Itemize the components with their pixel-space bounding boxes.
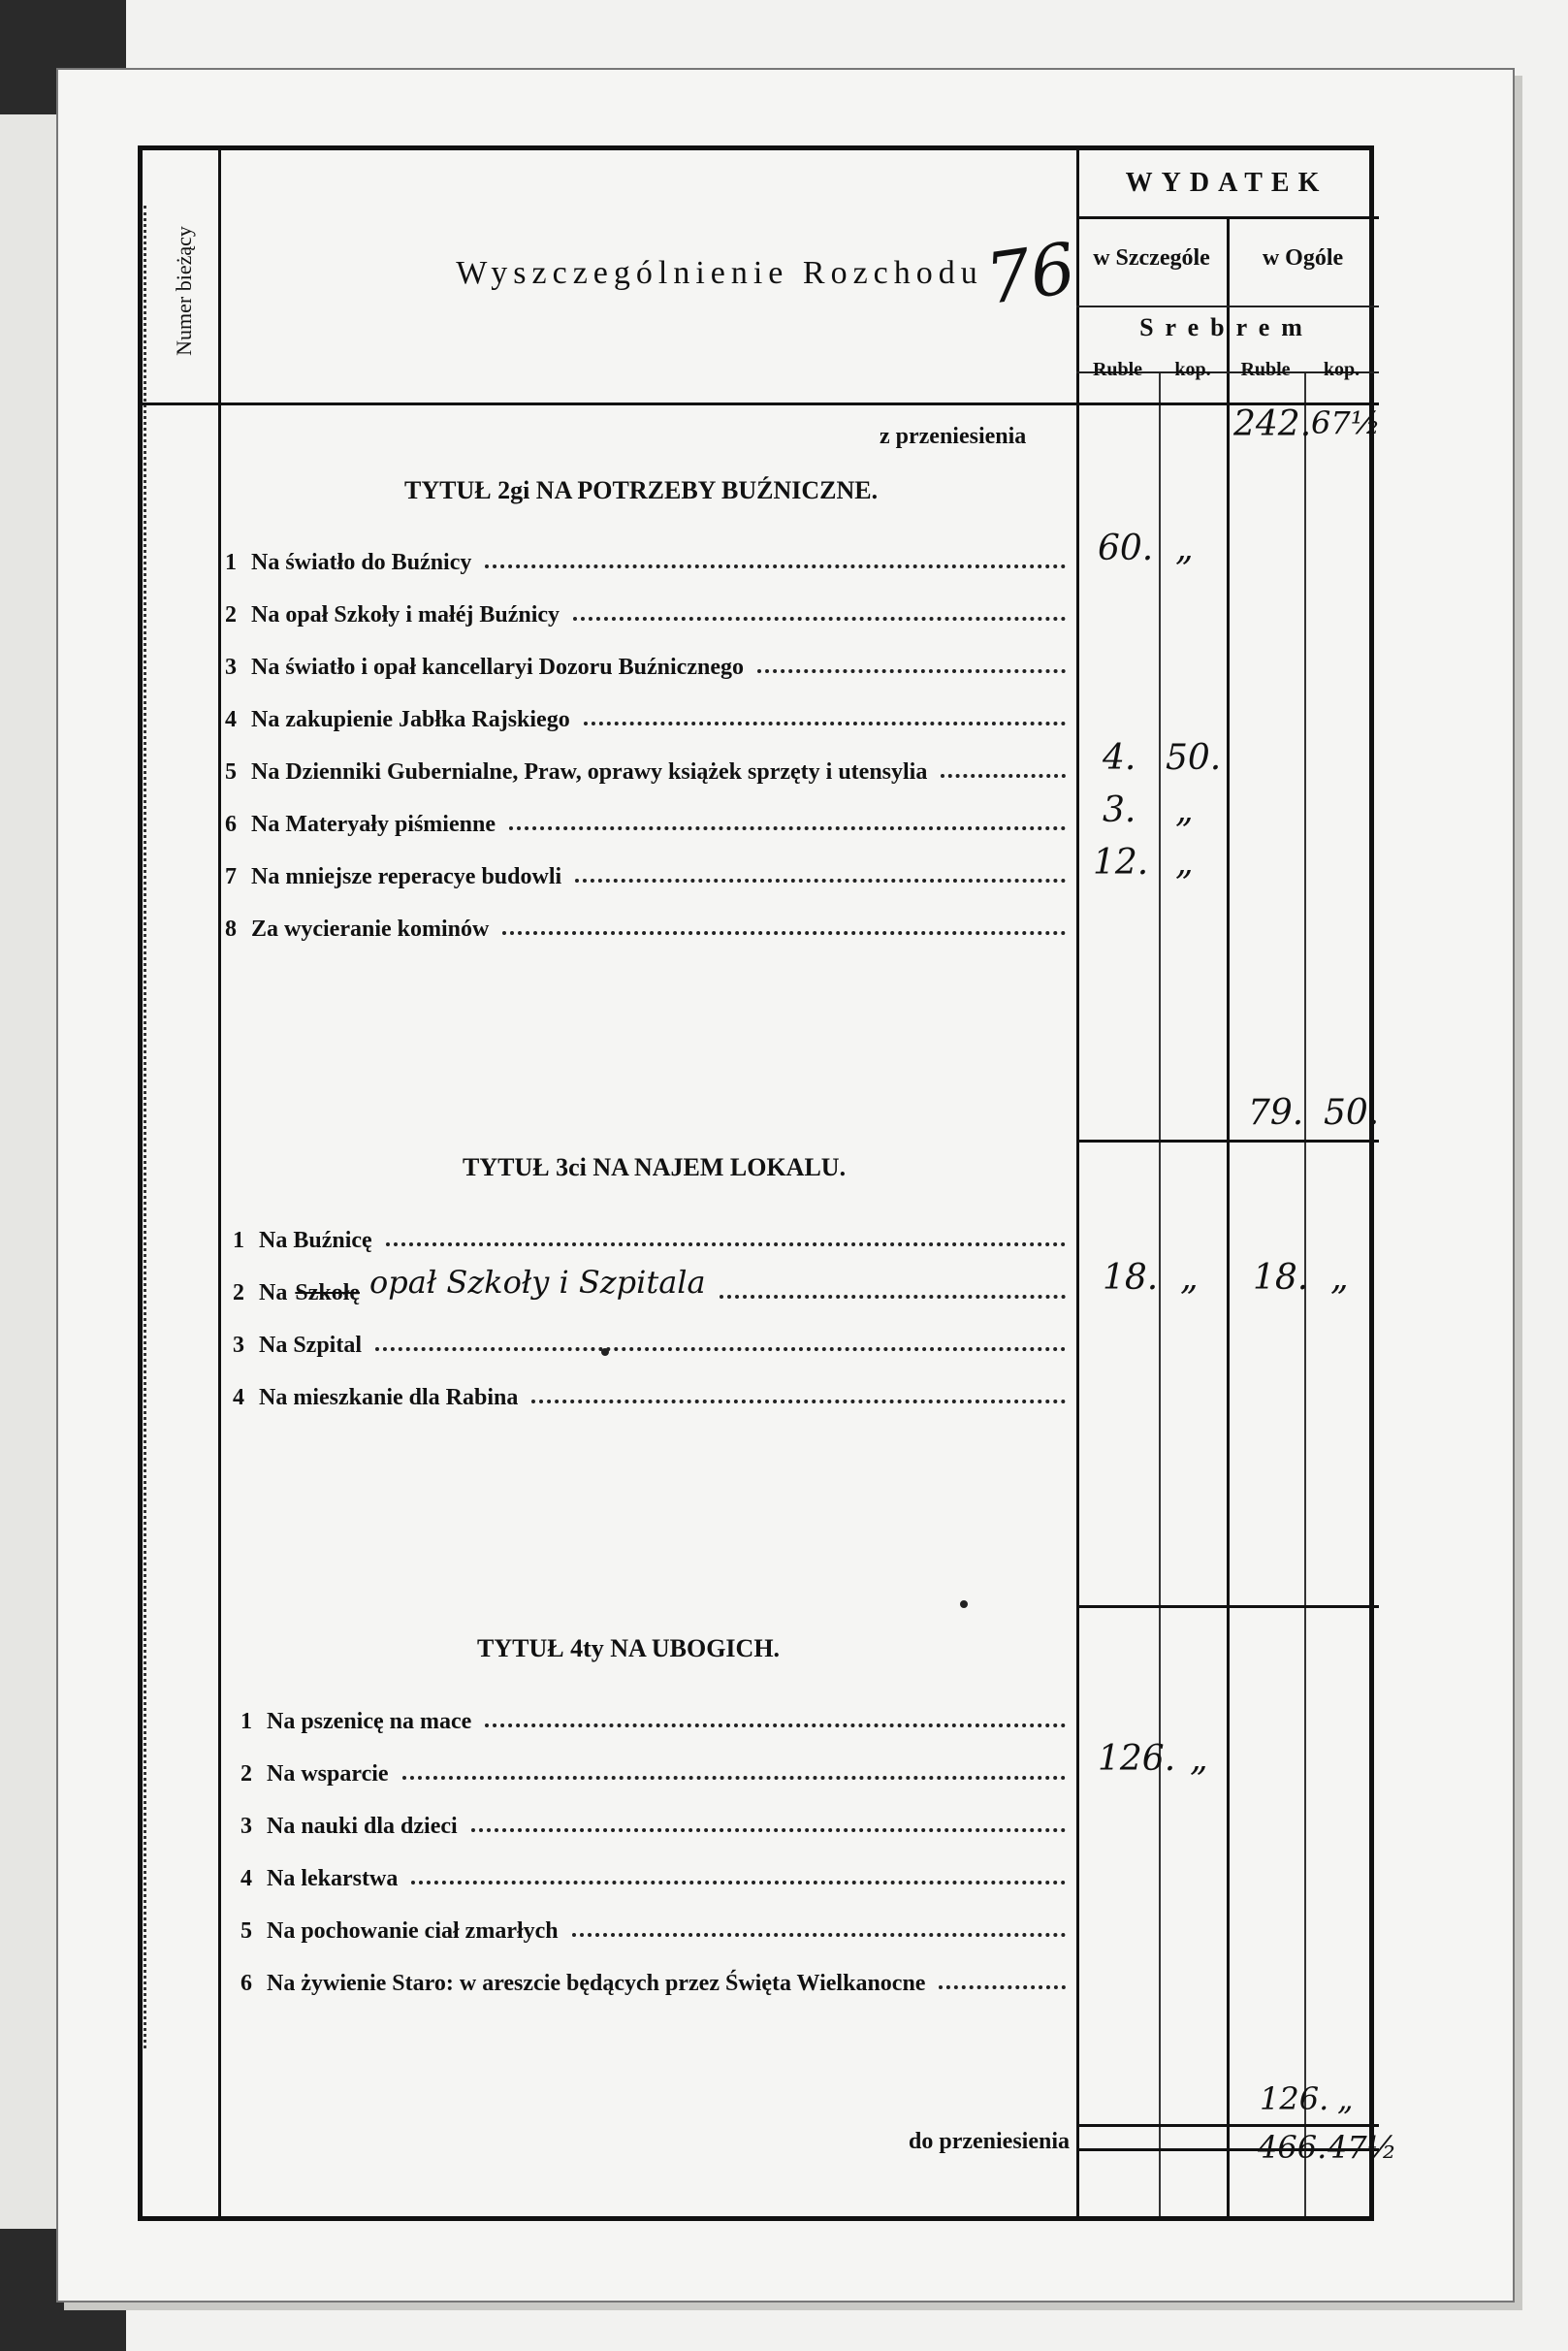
- total-header: w Ogóle: [1262, 245, 1344, 271]
- detail-header: w Szczególe: [1093, 245, 1210, 271]
- amount-kop: „: [1175, 843, 1194, 883]
- amount-rub: 12.: [1093, 843, 1149, 883]
- list-item: 4 Na mieszkanie dla Rabina: [259, 1369, 1075, 1411]
- section-2-total-line: [1076, 1140, 1379, 1143]
- carry-in-total-kop: 67½: [1311, 404, 1381, 441]
- amount-kop: „: [1190, 1739, 1208, 1779]
- header-bottom-line: [143, 403, 1379, 405]
- section-4-total-line: [1076, 2124, 1379, 2127]
- header-line-wydatek: [1076, 216, 1379, 219]
- col-divider-number: [218, 150, 221, 2216]
- amount-kop: „: [1175, 790, 1194, 830]
- list-item: 1 Na pszenicę na mace: [267, 1692, 1075, 1735]
- ink-speck: [601, 1348, 609, 1356]
- col-divider-detail-total: [1227, 216, 1230, 2216]
- handwritten-correction: opał Szkoły i Szpitala: [369, 1264, 706, 1301]
- list-item: 2 Na opał Szkoły i małéj Buźnicy: [251, 586, 1075, 628]
- list-item: 7 Na mniejsze reperacye budowli: [251, 848, 1075, 890]
- col-divider-detail-kop: [1159, 371, 1161, 2216]
- section-total-rub: 18.: [1253, 1258, 1309, 1298]
- amount-kop: „: [1180, 1258, 1199, 1298]
- total-kop-header: kop.: [1323, 359, 1360, 380]
- total-rubles-header: Ruble: [1240, 359, 1291, 380]
- expense-header: WYDATEK: [1125, 168, 1328, 198]
- amount-rub: 60.: [1098, 529, 1154, 568]
- list-item: 8 Za wycieranie kominów: [251, 900, 1075, 943]
- header-line-sub: [1076, 306, 1379, 307]
- section-total-rub: 126.: [1260, 2080, 1329, 2117]
- detail-kop-header: kop.: [1174, 359, 1211, 380]
- list-item: 6 Na żywienie Staro: w areszcie będących przez Święta Wielkanocne: [267, 1954, 1075, 1997]
- amount-kop: 50.: [1166, 738, 1222, 778]
- page-number-handwritten: 76: [980, 227, 1081, 320]
- page-title: Wyszczególnienie Rozchodu: [456, 255, 983, 291]
- amount-rub: 126.: [1098, 1739, 1176, 1779]
- amount-kop: „: [1175, 529, 1194, 568]
- number-column-header: Numer bieżący: [172, 226, 197, 356]
- carry-out-total-rub: 466.: [1258, 2129, 1328, 2166]
- carry-in-label: z przeniesienia: [880, 424, 1027, 449]
- list-item: 3 Na nauki dla dzieci: [267, 1797, 1075, 1840]
- carry-out-total-kop: 47½: [1328, 2129, 1397, 2166]
- list-item: 4 Na zakupienie Jabłka Rajskiego: [251, 691, 1075, 733]
- detail-rubles-header: Ruble: [1092, 359, 1143, 380]
- list-item: 5 Na pochowanie ciał zmarłych: [267, 1902, 1075, 1945]
- list-item: 3 Na Szpital: [259, 1316, 1075, 1359]
- amount-rub: 3.: [1103, 790, 1136, 830]
- section-total-rub: 79.: [1248, 1093, 1304, 1133]
- amount-rub: 4.: [1103, 738, 1136, 778]
- list-item: 6 Na Materyały piśmienne: [251, 795, 1075, 838]
- section-total-kop: „: [1330, 1258, 1349, 1298]
- list-item: 3 Na światło i opał kancellaryi Dozoru Buźnicznego: [251, 638, 1075, 681]
- section-total-kop: 50.: [1324, 1093, 1380, 1133]
- list-item: 2 Na wsparcie: [267, 1745, 1075, 1787]
- amount-rub: 18.: [1103, 1258, 1159, 1298]
- struck-word: Szkołę: [295, 1280, 361, 1305]
- list-item: 4 Na lekarstwa: [267, 1850, 1075, 1892]
- carry-out-label: do przeniesienia: [909, 2129, 1070, 2154]
- col-divider-expense: [1076, 150, 1079, 2216]
- section-title: TYTUŁ 4ty NA UBOGICH.: [477, 1634, 781, 1662]
- ledger-table: [138, 145, 1397, 2221]
- currency-header: Srebrem: [1139, 313, 1314, 341]
- section-3-total-line: [1076, 1605, 1379, 1608]
- section-title: TYTUŁ 3ci NA NAJEM LOKALU.: [463, 1153, 847, 1181]
- carry-in-total-rub: 242.: [1233, 404, 1312, 444]
- section-total-kop: „: [1337, 2080, 1354, 2117]
- list-item: 1 Na Buźnicę: [259, 1211, 1075, 1254]
- list-item: 1 Na światło do Buźnicy: [251, 533, 1075, 576]
- list-item: 2 Na Szkołę opał Szkoły i Szpitala: [259, 1264, 1075, 1306]
- list-item: 5 Na Dzienniki Gubernialne, Praw, oprawy książek sprzęty i utensylia: [251, 743, 1075, 786]
- section-title: TYTUŁ 2gi NA POTRZEBY BUŹNICZNE.: [404, 476, 879, 504]
- ink-speck: [960, 1600, 968, 1608]
